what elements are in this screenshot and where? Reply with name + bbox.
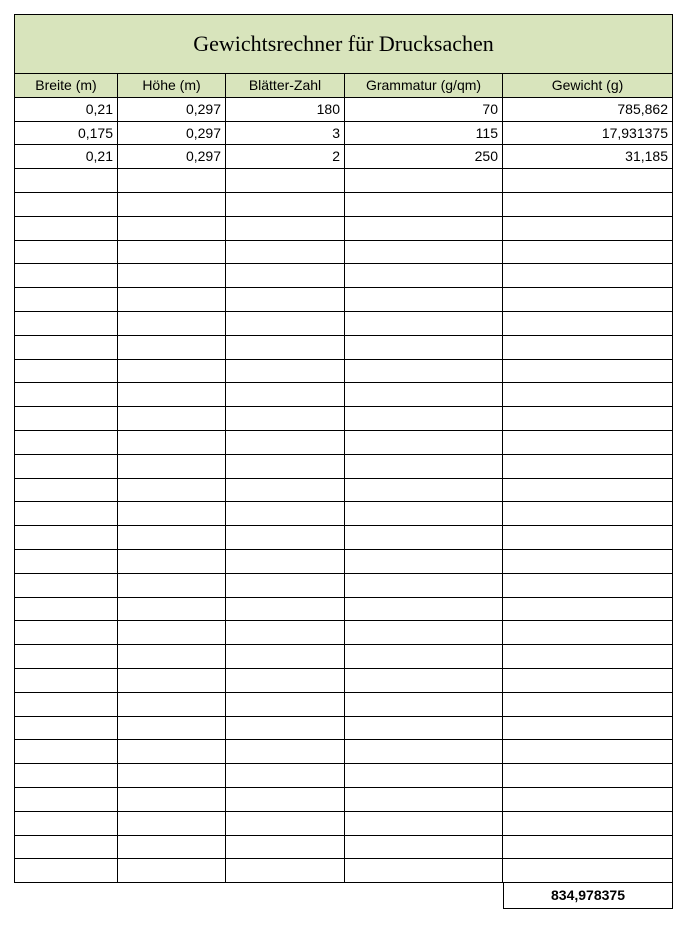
cell-grammatur[interactable] (345, 574, 503, 598)
cell-hoehe[interactable] (118, 193, 226, 217)
cell-grammatur[interactable] (345, 336, 503, 360)
cell-hoehe[interactable] (118, 479, 226, 503)
cell-hoehe[interactable] (118, 336, 226, 360)
cell-hoehe[interactable] (118, 383, 226, 407)
cell-blaetter-zahl[interactable] (226, 193, 345, 217)
column-header-hoehe[interactable]: Höhe (m) (118, 74, 226, 98)
cell-hoehe[interactable] (118, 717, 226, 741)
cell-hoehe[interactable] (118, 693, 226, 717)
cell-blaetter-zahl[interactable] (226, 312, 345, 336)
cell-blaetter-zahl[interactable] (226, 764, 345, 788)
cell-gewicht[interactable] (503, 455, 673, 479)
cell-hoehe[interactable] (118, 788, 226, 812)
cell-blaetter-zahl[interactable] (226, 550, 345, 574)
cell-hoehe[interactable]: 0,297 (118, 98, 226, 122)
cell-hoehe[interactable] (118, 241, 226, 265)
cell-hoehe[interactable] (118, 764, 226, 788)
cell-breite[interactable] (14, 336, 118, 360)
column-header-gewicht[interactable]: Gewicht (g) (503, 74, 673, 98)
cell-grammatur[interactable] (345, 717, 503, 741)
cell-blaetter-zahl[interactable] (226, 740, 345, 764)
cell-hoehe[interactable] (118, 859, 226, 883)
cell-grammatur[interactable] (345, 455, 503, 479)
cell-gewicht[interactable] (503, 217, 673, 241)
cell-grammatur[interactable] (345, 217, 503, 241)
cell-hoehe[interactable] (118, 288, 226, 312)
cell-blaetter-zahl[interactable] (226, 383, 345, 407)
cell-hoehe[interactable] (118, 264, 226, 288)
cell-breite[interactable]: 0,175 (14, 122, 118, 146)
cell-grammatur[interactable] (345, 669, 503, 693)
cell-hoehe[interactable] (118, 526, 226, 550)
cell-blaetter-zahl[interactable] (226, 288, 345, 312)
cell-grammatur[interactable] (345, 502, 503, 526)
cell-breite[interactable] (14, 550, 118, 574)
cell-breite[interactable] (14, 360, 118, 384)
cell-grammatur[interactable] (345, 645, 503, 669)
cell-hoehe[interactable] (118, 360, 226, 384)
cell-breite[interactable] (14, 836, 118, 860)
cell-blaetter-zahl[interactable] (226, 360, 345, 384)
column-header-blaetter-zahl[interactable]: Blätter-Zahl (226, 74, 345, 98)
cell-grammatur[interactable] (345, 407, 503, 431)
cell-blaetter-zahl[interactable] (226, 455, 345, 479)
cell-gewicht[interactable] (503, 431, 673, 455)
cell-blaetter-zahl[interactable]: 2 (226, 145, 345, 169)
cell-gewicht[interactable] (503, 621, 673, 645)
cell-grammatur[interactable]: 70 (345, 98, 503, 122)
cell-blaetter-zahl[interactable] (226, 693, 345, 717)
cell-grammatur[interactable] (345, 264, 503, 288)
cell-blaetter-zahl[interactable] (226, 336, 345, 360)
cell-breite[interactable] (14, 407, 118, 431)
cell-blaetter-zahl[interactable] (226, 645, 345, 669)
cell-hoehe[interactable] (118, 502, 226, 526)
cell-gewicht[interactable] (503, 264, 673, 288)
cell-hoehe[interactable] (118, 621, 226, 645)
cell-hoehe[interactable] (118, 455, 226, 479)
cell-gewicht[interactable] (503, 598, 673, 622)
cell-blaetter-zahl[interactable] (226, 669, 345, 693)
cell-hoehe[interactable] (118, 740, 226, 764)
cell-breite[interactable] (14, 717, 118, 741)
total-weight-cell[interactable]: 834,978375 (503, 883, 673, 909)
cell-blaetter-zahl[interactable] (226, 598, 345, 622)
cell-breite[interactable] (14, 431, 118, 455)
cell-gewicht[interactable] (503, 502, 673, 526)
cell-gewicht[interactable] (503, 645, 673, 669)
cell-grammatur[interactable] (345, 241, 503, 265)
cell-breite[interactable] (14, 598, 118, 622)
cell-breite[interactable] (14, 764, 118, 788)
cell-grammatur[interactable] (345, 431, 503, 455)
cell-grammatur[interactable] (345, 288, 503, 312)
cell-blaetter-zahl[interactable] (226, 479, 345, 503)
cell-gewicht[interactable] (503, 740, 673, 764)
cell-hoehe[interactable] (118, 431, 226, 455)
cell-gewicht[interactable] (503, 717, 673, 741)
cell-gewicht[interactable] (503, 193, 673, 217)
cell-grammatur[interactable] (345, 836, 503, 860)
cell-breite[interactable] (14, 621, 118, 645)
cell-blaetter-zahl[interactable] (226, 407, 345, 431)
cell-gewicht[interactable] (503, 383, 673, 407)
cell-breite[interactable] (14, 740, 118, 764)
cell-blaetter-zahl[interactable]: 3 (226, 122, 345, 146)
cell-gewicht[interactable] (503, 336, 673, 360)
cell-hoehe[interactable] (118, 169, 226, 193)
cell-breite[interactable] (14, 264, 118, 288)
cell-breite[interactable] (14, 669, 118, 693)
cell-gewicht[interactable] (503, 526, 673, 550)
cell-gewicht[interactable] (503, 836, 673, 860)
cell-breite[interactable] (14, 288, 118, 312)
cell-hoehe[interactable] (118, 598, 226, 622)
cell-grammatur[interactable] (345, 479, 503, 503)
cell-breite[interactable] (14, 788, 118, 812)
cell-grammatur[interactable] (345, 740, 503, 764)
cell-gewicht[interactable] (503, 693, 673, 717)
cell-hoehe[interactable] (118, 574, 226, 598)
cell-hoehe[interactable] (118, 550, 226, 574)
column-header-breite[interactable]: Breite (m) (14, 74, 118, 98)
cell-gewicht[interactable] (503, 288, 673, 312)
cell-grammatur[interactable] (345, 550, 503, 574)
cell-grammatur[interactable] (345, 788, 503, 812)
cell-blaetter-zahl[interactable] (226, 264, 345, 288)
data-table (14, 74, 673, 883)
cell-hoehe[interactable] (118, 312, 226, 336)
cell-blaetter-zahl[interactable] (226, 169, 345, 193)
cell-blaetter-zahl[interactable] (226, 836, 345, 860)
cell-breite[interactable] (14, 693, 118, 717)
cell-hoehe[interactable]: 0,297 (118, 145, 226, 169)
cell-grammatur[interactable] (345, 383, 503, 407)
cell-blaetter-zahl[interactable] (226, 717, 345, 741)
cell-gewicht[interactable] (503, 788, 673, 812)
cell-breite[interactable]: 0,21 (14, 98, 118, 122)
cell-breite[interactable] (14, 312, 118, 336)
cell-breite[interactable] (14, 479, 118, 503)
cell-gewicht[interactable]: 31,185 (503, 145, 673, 169)
cell-gewicht[interactable] (503, 312, 673, 336)
cell-breite[interactable] (14, 574, 118, 598)
cell-grammatur[interactable] (345, 598, 503, 622)
cell-grammatur[interactable] (345, 621, 503, 645)
cell-breite[interactable] (14, 193, 118, 217)
cell-gewicht[interactable] (503, 574, 673, 598)
cell-breite[interactable] (14, 502, 118, 526)
cell-grammatur[interactable] (345, 764, 503, 788)
cell-gewicht[interactable] (503, 479, 673, 503)
cell-blaetter-zahl[interactable]: 180 (226, 98, 345, 122)
cell-blaetter-zahl[interactable] (226, 574, 345, 598)
cell-breite[interactable] (14, 169, 118, 193)
cell-gewicht[interactable] (503, 859, 673, 883)
cell-hoehe[interactable] (118, 407, 226, 431)
cell-grammatur[interactable] (345, 526, 503, 550)
cell-gewicht[interactable]: 17,931375 (503, 122, 673, 146)
cell-grammatur[interactable] (345, 169, 503, 193)
cell-grammatur[interactable]: 250 (345, 145, 503, 169)
cell-gewicht[interactable] (503, 360, 673, 384)
cell-breite[interactable] (14, 455, 118, 479)
cell-hoehe[interactable] (118, 669, 226, 693)
cell-blaetter-zahl[interactable] (226, 502, 345, 526)
cell-breite[interactable]: 0,21 (14, 145, 118, 169)
cell-breite[interactable] (14, 812, 118, 836)
cell-hoehe[interactable]: 0,297 (118, 122, 226, 146)
cell-grammatur[interactable] (345, 360, 503, 384)
cell-grammatur[interactable] (345, 312, 503, 336)
cell-hoehe[interactable] (118, 836, 226, 860)
cell-gewicht[interactable] (503, 812, 673, 836)
cell-breite[interactable] (14, 217, 118, 241)
cell-blaetter-zahl[interactable] (226, 621, 345, 645)
cell-grammatur[interactable] (345, 193, 503, 217)
cell-blaetter-zahl[interactable] (226, 788, 345, 812)
cell-gewicht[interactable] (503, 169, 673, 193)
cell-grammatur[interactable] (345, 859, 503, 883)
cell-breite[interactable] (14, 526, 118, 550)
cell-grammatur[interactable] (345, 693, 503, 717)
cell-breite[interactable] (14, 383, 118, 407)
cell-breite[interactable] (14, 645, 118, 669)
cell-gewicht[interactable] (503, 669, 673, 693)
cell-gewicht[interactable] (503, 407, 673, 431)
cell-gewicht[interactable] (503, 241, 673, 265)
cell-grammatur[interactable]: 115 (345, 122, 503, 146)
cell-gewicht[interactable] (503, 764, 673, 788)
cell-blaetter-zahl[interactable] (226, 812, 345, 836)
cell-blaetter-zahl[interactable] (226, 217, 345, 241)
cell-blaetter-zahl[interactable] (226, 526, 345, 550)
total-row (14, 883, 673, 909)
cell-hoehe[interactable] (118, 217, 226, 241)
cell-blaetter-zahl[interactable] (226, 241, 345, 265)
cell-blaetter-zahl[interactable] (226, 859, 345, 883)
cell-gewicht[interactable]: 785,862 (503, 98, 673, 122)
spreadsheet (14, 14, 673, 909)
cell-grammatur[interactable] (345, 812, 503, 836)
cell-breite[interactable] (14, 859, 118, 883)
column-header-grammatur[interactable]: Grammatur (g/qm) (345, 74, 503, 98)
cell-gewicht[interactable] (503, 550, 673, 574)
cell-breite[interactable] (14, 241, 118, 265)
cell-hoehe[interactable] (118, 645, 226, 669)
cell-blaetter-zahl[interactable] (226, 431, 345, 455)
cell-hoehe[interactable] (118, 812, 226, 836)
sheet-title[interactable]: Gewichtsrechner für Drucksachen (14, 14, 673, 74)
